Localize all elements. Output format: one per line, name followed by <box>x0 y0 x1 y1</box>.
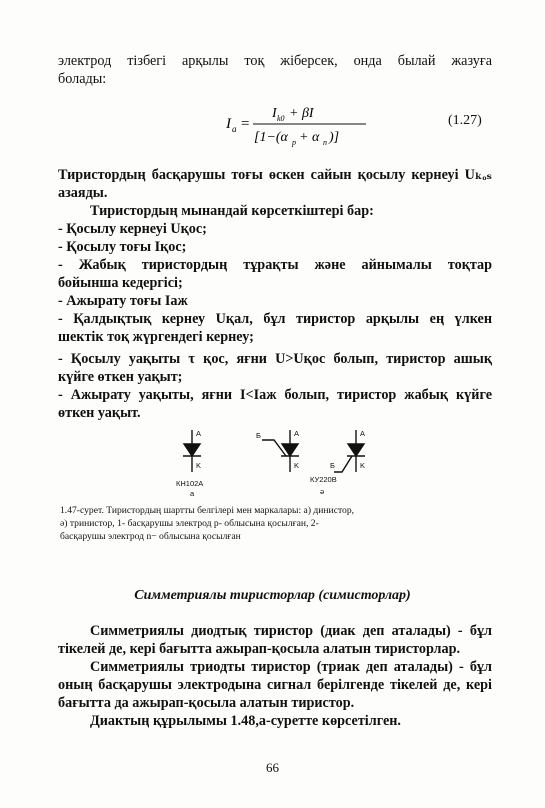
text-line: күйге өткен уақыт; <box>58 369 183 385</box>
label-anode: A <box>360 429 366 438</box>
svg-text:I: I <box>272 106 277 121</box>
svg-text:=: = <box>240 116 251 132</box>
text-line: Симметриялы диодтық тиристор (диак деп аталады) - бұл <box>90 623 492 639</box>
label-cathode: K <box>196 461 202 470</box>
thyristor-diagram <box>170 428 380 498</box>
list-item: - Қалдықтық кернеу Uқал, бұл тиристор арқылы ең үлкен <box>58 311 492 327</box>
svg-text:+ α: + α <box>299 130 320 145</box>
label-gate: Б <box>256 431 261 440</box>
formula-1-27 <box>226 100 376 148</box>
text-line: шектік тоқ жүргендегі кернеу; <box>58 329 254 345</box>
svg-text:n: n <box>323 138 327 147</box>
formula-graphic <box>226 100 386 150</box>
figure-caption: басқарушы электрод n− облысына қосылған <box>60 531 241 542</box>
text-line: электрод тізбегі арқылы тоқ жіберсек, онда былай жазуға <box>58 53 492 69</box>
label-cathode: K <box>360 461 366 470</box>
list-item: - Ажырату тоғы Iаж <box>58 293 188 309</box>
thyristor-symbols-figure <box>170 428 380 498</box>
text-line: Диактың құрылымы 1.48,а-суретте көрсетілген. <box>90 713 401 729</box>
list-item: - Ажырату уақыты, яғни I<Iаж болып, тиристор жабық күйге <box>58 387 492 403</box>
label-anode: A <box>196 429 202 438</box>
svg-text:+ βI: + βI <box>289 106 314 121</box>
text-line: оның басқарушы электродына сигнал берілгенде тікелей де, кері <box>58 677 492 693</box>
text-line: болады: <box>58 71 107 87</box>
text-line: өткен уақыт. <box>58 405 141 421</box>
text-line: Симметриялы триодты тиристор (триак деп аталады) - бұл <box>90 659 492 675</box>
svg-text:[1−(α: [1−(α <box>254 130 288 145</box>
section-heading: Симметриялы тиристорлар (симисторлар) <box>134 588 411 603</box>
text-line: бағытта да ажырап-қосыла алатын тиристор. <box>58 695 355 711</box>
text-line: азаяды. <box>58 185 108 201</box>
text-line: Тиристордың басқарушы тоғы өскен сайын қосылу кернеуі Uₖₒₛ <box>58 167 492 183</box>
list-item: - Қосылу уақыты τ қос, яғни U>Uқос болып, тиристор ашық <box>58 351 492 367</box>
list-item: - Қосылу кернеуі Uқос; <box>58 221 207 237</box>
formula-number: (1.27) <box>448 113 482 128</box>
label-model: КН102А <box>176 479 204 488</box>
svg-text:k0: k0 <box>277 114 285 123</box>
svg-text:I: I <box>226 116 231 132</box>
text-line: Тиристордың мынандай көрсеткіштері бар: <box>90 203 374 219</box>
list-item: - Жабық тиристордың тұрақты және айнымалы тоқтар <box>58 257 492 273</box>
label-sub-b: ә <box>320 487 325 496</box>
page-number: 66 <box>266 760 279 775</box>
svg-text:a: a <box>232 124 237 134</box>
figure-caption: 1.47-сурет. Тиристордың шартты белгілері мен маркалары: а) динистор, <box>60 505 355 516</box>
list-item: - Қосылу тоғы Iқос; <box>58 239 187 255</box>
svg-text:)]: )] <box>329 130 340 145</box>
label-gate: Б <box>330 461 335 470</box>
label-anode: A <box>294 429 300 438</box>
label-cathode: K <box>294 461 300 470</box>
label-model: КУ220В <box>310 475 337 484</box>
svg-text:p: p <box>292 138 296 147</box>
text-line: бойынша кедергісі; <box>58 275 183 291</box>
text-line: тікелей де, кері бағытта ажырап-қосыла алатын тиристорлар. <box>58 641 461 657</box>
label-sub-a: а <box>190 489 195 498</box>
figure-caption: ә) тринистор, 1- басқарушы электрод р- облысына қосылған, 2- <box>60 518 319 529</box>
